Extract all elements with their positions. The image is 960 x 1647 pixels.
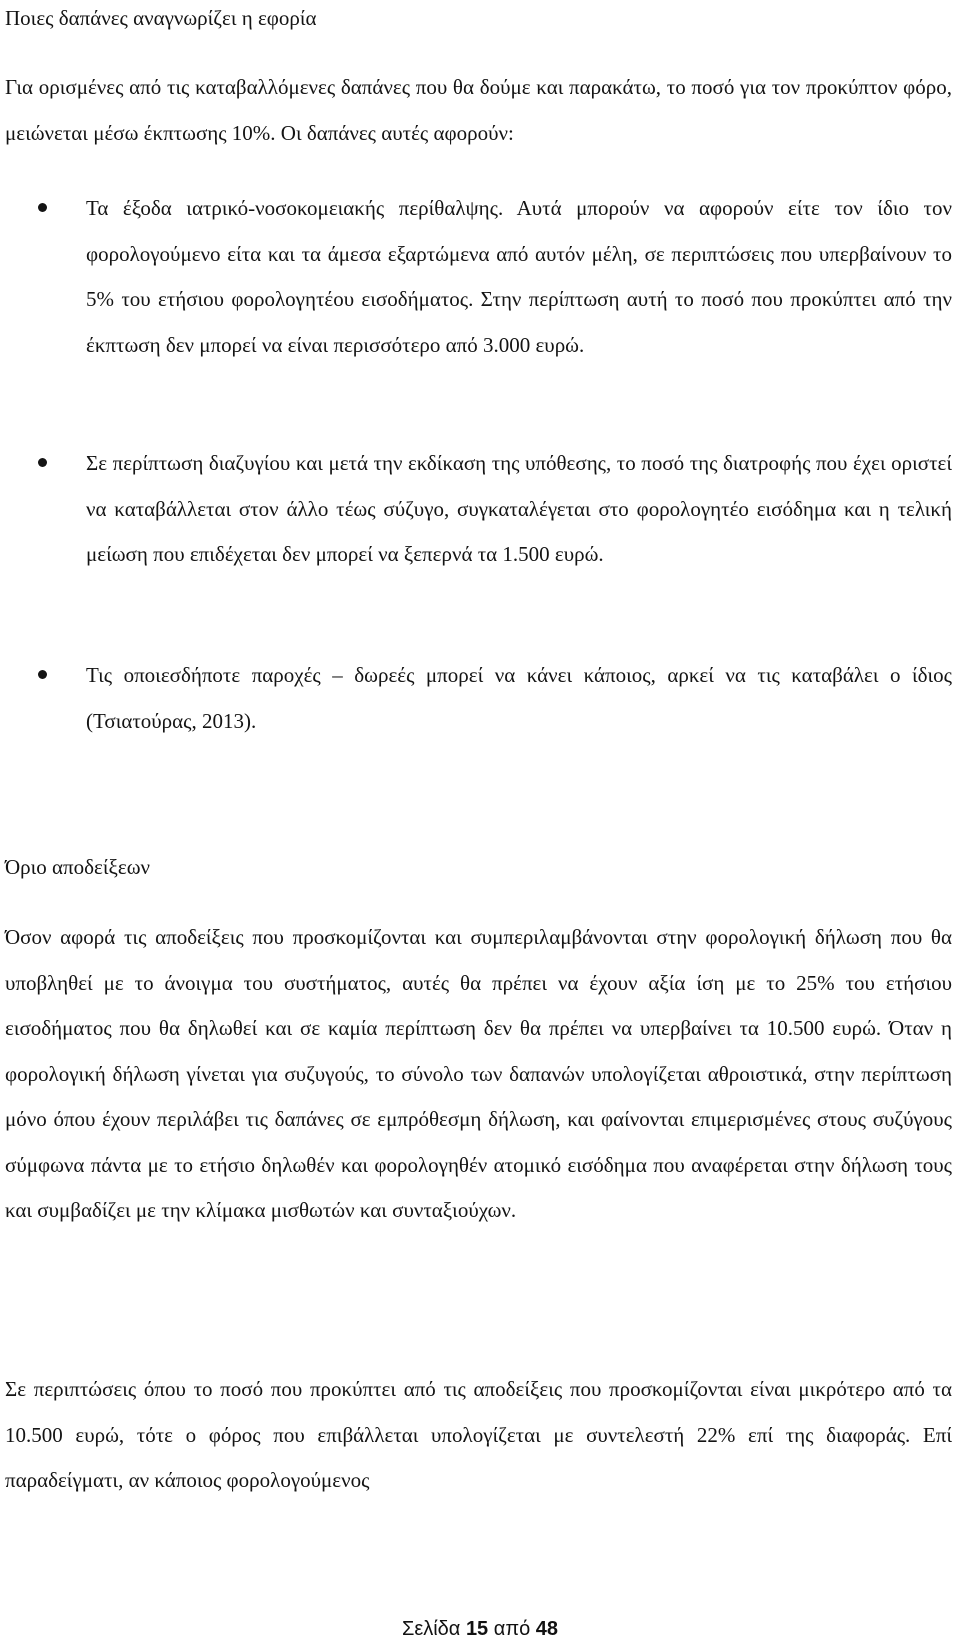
receipts-paragraph-2: Σε περιπτώσεις όπου το ποσό που προκύπτει από τις αποδείξεις που προσκομίζονται είναι μικρότερο από τα 10.500 ευρώ, τότε ο φόρος που επιβάλλεται υπολογίζεται με συντελεστή 22% επί της διαφοράς. Επί παραδείγματι, αν κάποιος φορολογούμενος: [5, 1377, 952, 1492]
list-item-text: Τα έξοδα ιατρικό-νοσοκομειακής περίθαλψης. Αυτά μπορούν να αφορούν είτε τον ίδιο τον φορολογούμενο είτα και τα άμεσα εξαρτώμενα από αυτόν μέλη, σε περιπτώσεις που υπερβαίνουν το 5% του ετήσιου φορολογητέου εισοδήματος. Στην περίπτωση αυτή το ποσό που προκύπτει από την έκπτωση δεν μπορεί να είναι περισσότερο από 3.000 ευρώ.: [86, 196, 952, 357]
list-item: [86, 441, 952, 578]
bullet-icon: [38, 670, 47, 679]
list-item: [86, 653, 952, 744]
total-pages-number: 48: [535, 1618, 559, 1640]
intro-paragraph: Για ορισμένες από τις καταβαλλόμενες δαπάνες που θα δούμε και παρακάτω, το ποσό για τον προκύπτον φόρο, μειώνεται μέσω έκπτωσης 10%. Οι δαπάνες αυτές αφορούν:: [5, 75, 952, 145]
bullet-icon: [38, 458, 47, 467]
list-item-text: Σε περίπτωση διαζυγίου και μετά την εκδίκαση της υπόθεσης, το ποσό της διατροφής που έχει οριστεί να καταβάλλεται στον άλλο τέως σύζυγο, συγκαταλέγεται στο φορολογητέο εισόδημα και η τελική μείωση που επιδέχεται δεν μπορεί να ξεπερνά τα 1.500 ευρώ.: [86, 451, 952, 566]
page-word: Σελίδα: [401, 1618, 461, 1640]
list-item: [86, 186, 952, 368]
receipts-paragraph-1: Όσον αφορά τις αποδείξεις που προσκομίζονται και συμπεριλαμβάνονται στην φορολογική δήλωση που θα υποβληθεί με το άνοιγμα του συστήματος, αυτές θα πρέπει να έχουν αξία ίση με το 25% του ετήσιου εισοδήματος που θα δηλωθεί και σε καμία περίπτωση δεν θα πρέπει να υπερβαίνει τα 10.500 ευρώ. Όταν η φορολογική δήλωση γίνεται για συζυγούς, το σύνολο των δαπανών υπολογίζεται αθροιστικά, στην περίπτωση μόνο όπου έχουν περιλάβει τις δαπάνες σε εμπρόθεσμη δήλωση, και φαίνονται επιμερισμένες στους συζύγους σύμφωνα πάντα με το ετήσιο δηλωθέν και φορολογηθέν ατομικό εισόδημα που αναφέρεται στην δήλωση τους και συμβαδίζει με την κλίμακα μισθωτών και συνταξιούχων.: [5, 925, 952, 1222]
current-page-number: 15: [465, 1618, 489, 1640]
bullet-icon: [38, 203, 47, 212]
list-item-text: Τις οποιεσδήποτε παροχές – δωρεές μπορεί να κάνει κάποιος, αρκεί να τις καταβάλει ο ίδιος (Τσιατούρας, 2013).: [86, 663, 952, 733]
section-heading-receipts-limit: Όριο αποδείξεων: [5, 855, 151, 879]
section-heading-expenses: Ποιες δαπάνες αναγνωρίζει η εφορία: [5, 6, 317, 30]
page-footer: [0, 1618, 960, 1641]
of-word: από: [493, 1618, 531, 1640]
